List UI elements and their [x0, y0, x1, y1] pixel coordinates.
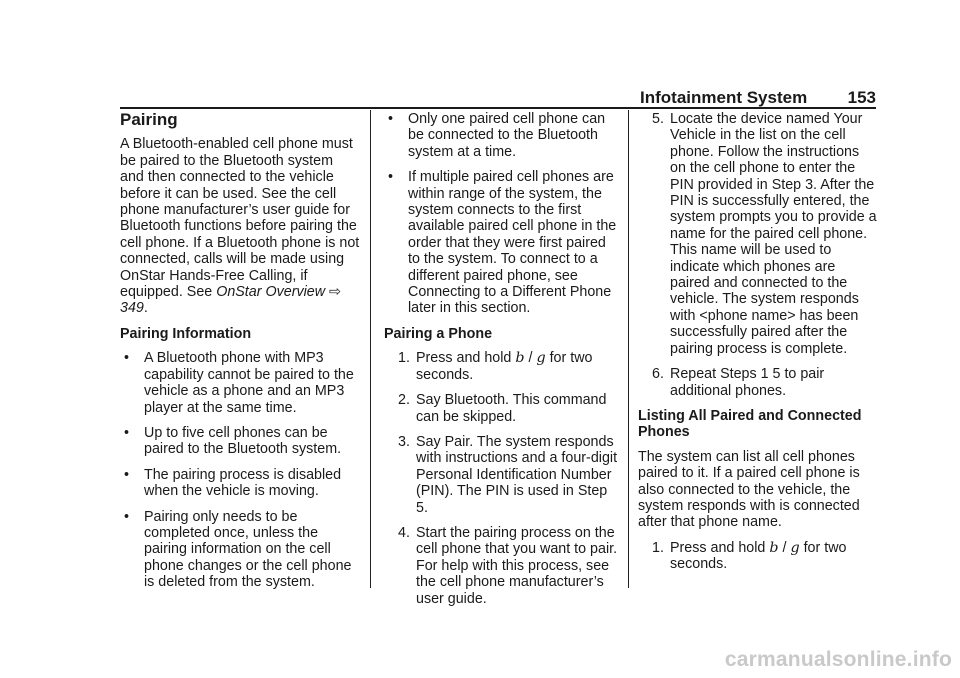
- bullet-mark: •: [124, 350, 130, 367]
- listing-phones-subhead: Listing All Paired and Connected Phones: [638, 407, 862, 441]
- column-1: [120, 108, 360, 600]
- bullet-mark: •: [388, 169, 394, 186]
- listing-paragraph: The system can list all cell phones paired to it. If a paired cell phone is also connected to the vehicle, the system responds with is connected after that phone name.: [638, 448, 860, 531]
- intro-paragraph: A Bluetooth-enabled cell phone must be paired to the Bluetooth system and then connected to the vehicle before it can be used. See the cell phone manufacturer’s user guide for Bluetooth functions before pairing the cell phone. If a Bluetooth phone is not connected, calls will be made using OnStar Hands-Free Calling, if equipped. See OnStar Overview ⇨ 349.: [120, 136, 360, 317]
- step-item: 1. Press and hold b / g for two seconds.: [652, 539, 847, 573]
- list-item: • Pairing only needs to be completed once, unless the pairing information on the cell phone changes or the cell phone is deleted from the system.: [124, 508, 352, 591]
- list-item: • Up to five cell phones can be paired to the Bluetooth system.: [124, 424, 342, 458]
- bullet-mark: •: [388, 111, 394, 127]
- phone-call-icon: b: [769, 539, 779, 556]
- pairing-heading: Pairing: [120, 110, 178, 129]
- page-number: 153: [847, 88, 876, 107]
- pairing-a-phone-subhead: Pairing a Phone: [384, 325, 493, 342]
- step-item: 2. Say Bluetooth. This command can be skipped.: [398, 392, 607, 425]
- phone-call-icon: b: [515, 350, 525, 367]
- voice-command-icon: g: [536, 350, 546, 367]
- pairing-information-subhead: Pairing Information: [120, 325, 252, 342]
- bullet-mark: •: [124, 466, 130, 483]
- onstar-overview-link[interactable]: OnStar Overview: [216, 284, 326, 301]
- step-item: 1. Press and hold b / g for two seconds.: [398, 350, 593, 383]
- watermark: carmanualsonline.info: [724, 648, 952, 671]
- column-divider-2: [628, 110, 629, 588]
- section-title: Infotainment System: [640, 88, 808, 107]
- column-3: [638, 108, 878, 582]
- page-ref-icon: ⇨: [329, 284, 342, 301]
- list-item: • A Bluetooth phone with MP3 capability cannot be paired to the vehicle as a phone and an MP3 player at the same time.: [124, 350, 354, 416]
- bullet-mark: •: [124, 508, 130, 525]
- list-item: • Only one paired cell phone can be connected to the Bluetooth system at a time.: [388, 111, 606, 160]
- voice-command-icon: g: [790, 539, 800, 556]
- list-item: • The pairing process is disabled when the vehicle is moving.: [124, 466, 342, 500]
- list-item: • If multiple paired cell phones are within range of the system, the system connects to the first available paired cell phone in the order that they were first paired to the system. To connect to a different paired phone, see Connecting to a Different Phone later in this section.: [388, 169, 617, 317]
- column-divider-1: [370, 110, 371, 588]
- step-item: 5. Locate the device named Your Vehicle in the list on the cell phone. Follow the instructions on the cell phone to enter the PIN provided in Step 3. After the PIN is successfully entered, the system prompts you to provide a name for the paired cell phone. This name will be used to indicate which phones are paired and connected to the vehicle. The system responds with <phone name> has been successfully paired after the pairing process is complete.: [652, 111, 877, 357]
- column-2: [384, 108, 620, 616]
- page-header: [640, 80, 876, 108]
- step-item: 3. Say Pair. The system responds with instructions and a four-digit Personal Identification Number (PIN). The PIN is used in Step 5.: [398, 433, 618, 516]
- step-item: 4. Start the pairing process on the cell phone that you want to pair. For help with this process, see the cell phone manufacturer’s user guide.: [398, 524, 618, 607]
- bullet-mark: •: [124, 424, 130, 441]
- page-ref-number: 349: [120, 300, 144, 317]
- step-item: 6. Repeat Steps 1 5 to pair additional phones.: [652, 366, 825, 399]
